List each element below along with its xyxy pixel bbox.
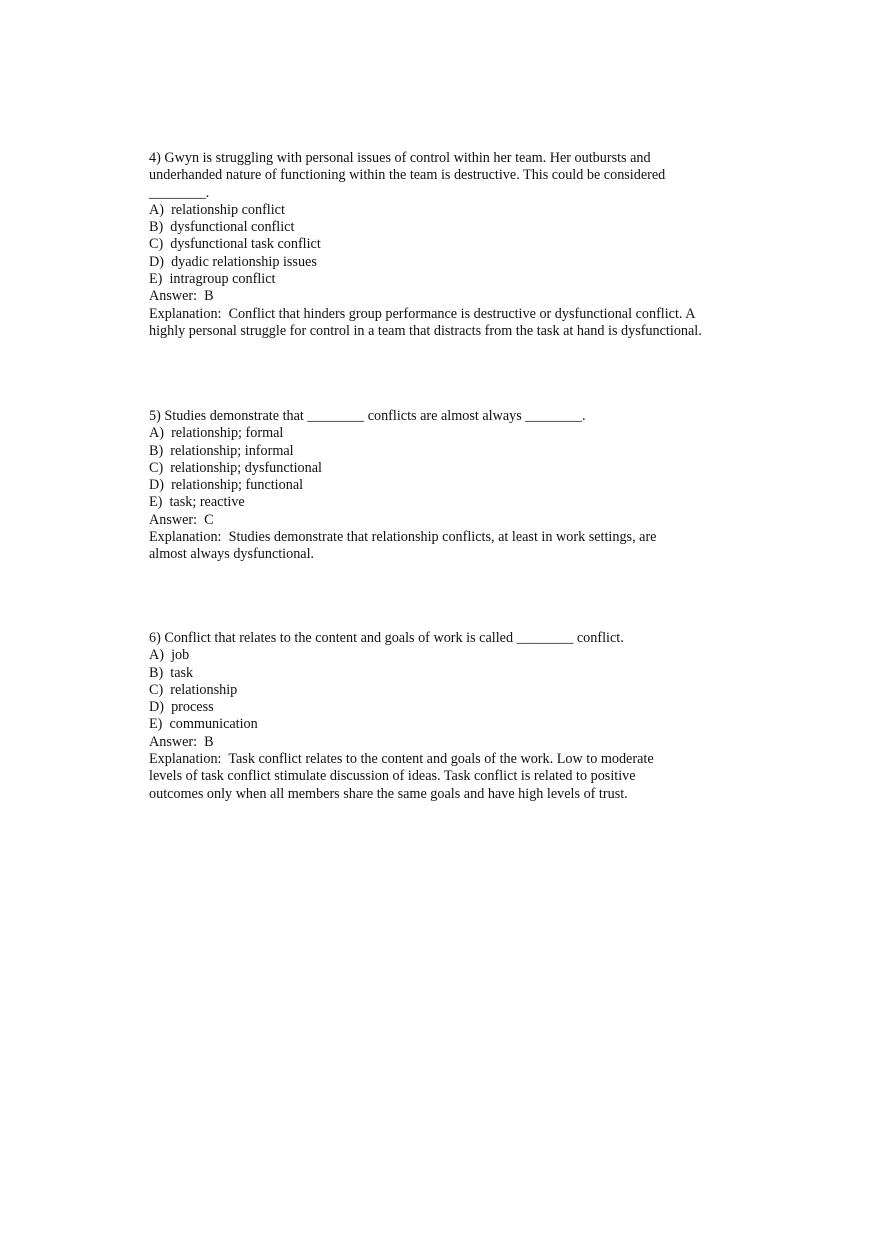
stem-line: ________. xyxy=(149,184,210,201)
option-d: D) dyadic relationship issues xyxy=(149,253,317,270)
option-a: A) relationship; formal xyxy=(149,425,284,442)
explanation-line: highly personal struggle for control in a team that distracts from the task at hand is dysfunctional. xyxy=(149,322,702,339)
option-e: E) intragroup conflict xyxy=(149,271,276,288)
option-a: A) job xyxy=(149,647,190,664)
question-4 xyxy=(149,150,749,340)
explanation-line: outcomes only when all members share the same goals and have high levels of trust. xyxy=(149,785,628,802)
question-stem xyxy=(149,408,749,425)
option-e: E) communication xyxy=(149,716,258,733)
option-c: C) relationship; dysfunctional xyxy=(149,459,322,476)
question-stem xyxy=(149,630,749,647)
option-d: D) process xyxy=(149,699,214,716)
explanation-line: levels of task conflict stimulate discussion of ideas. Task conflict is related to positive xyxy=(149,768,636,785)
option-b: B) dysfunctional conflict xyxy=(149,219,295,236)
stem-line: underhanded nature of functioning within the team is destructive. This could be considered xyxy=(149,167,666,184)
question-6 xyxy=(149,630,749,803)
stem-line: 5) Studies demonstrate that ________ conflicts are almost always ________. xyxy=(149,408,586,424)
option-d: D) relationship; functional xyxy=(149,477,304,494)
option-c: C) dysfunctional task conflict xyxy=(149,236,321,253)
explanation xyxy=(149,529,749,564)
options-list xyxy=(149,425,749,511)
answer: Answer: B xyxy=(149,733,214,750)
options-list xyxy=(149,202,749,288)
explanation-line: almost always dysfunctional. xyxy=(149,546,315,563)
explanation-line: Explanation: Studies demonstrate that relationship conflicts, at least in work settings, are xyxy=(149,529,657,546)
stem-line: 4) Gwyn is struggling with personal issues of control within her team. Her outbursts and xyxy=(149,150,651,166)
option-c: C) relationship xyxy=(149,681,238,698)
stem-line: 6) Conflict that relates to the content and goals of work is called ________ conflict. xyxy=(149,630,624,646)
question-5 xyxy=(149,408,749,564)
option-e: E) task; reactive xyxy=(149,494,245,511)
explanation-line: Explanation: Conflict that hinders group performance is destructive or dysfunctional conflict. A xyxy=(149,305,696,322)
explanation xyxy=(149,751,749,803)
question-stem xyxy=(149,150,749,202)
answer: Answer: B xyxy=(149,288,214,305)
answer: Answer: C xyxy=(149,511,214,528)
explanation-line: Explanation: Task conflict relates to the content and goals of the work. Low to moderate xyxy=(149,751,654,768)
options-list xyxy=(149,647,749,733)
option-b: B) relationship; informal xyxy=(149,442,294,459)
explanation xyxy=(149,306,749,341)
option-a: A) relationship conflict xyxy=(149,201,285,218)
option-b: B) task xyxy=(149,664,194,681)
